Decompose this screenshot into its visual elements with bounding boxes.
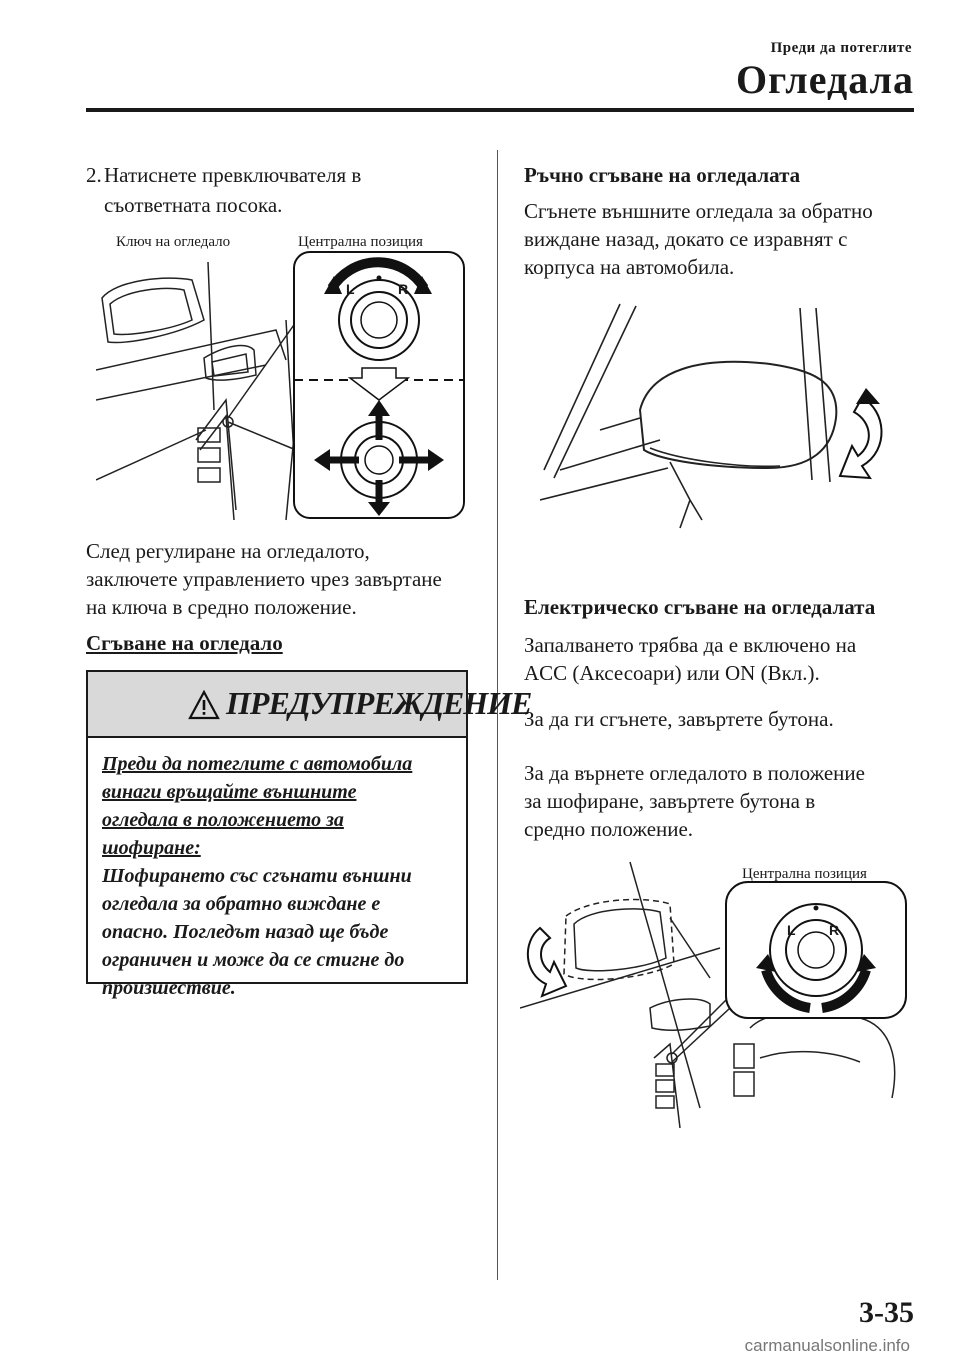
after-text-line-1: След регулиране на огледалото, [86,539,370,563]
manual-line-2: виждане назад, докато се изравнят с [524,227,848,251]
warning-underlined-line: Преди да потеглите с автомобила [102,753,413,775]
warning-underlined-line: винаги връщайте външните [102,781,357,803]
header-rule [86,108,914,112]
after-text-line-3: на ключа в средно положение. [86,595,357,619]
electric-p3-line-2: за шофиране, завъртете бутона в [524,789,816,813]
page-number: 3-35 [859,1296,914,1329]
fig3-label-center: Централна позиция [742,866,867,882]
electric-p3-line-1: За да върнете огледалото в положение [524,761,865,785]
warning-body-line: огледала за обратно виждане е [102,893,381,915]
manual-fold-mirror-figure [540,300,900,560]
warning-underlined-line: шофиране: [102,837,201,859]
warning-body [102,750,458,1002]
fig1-knob-right-letter: R [398,281,409,297]
warning-body-line: Шофирането със сгънати външни [102,865,412,887]
fig3-knob-right-letter: R [829,922,840,938]
section-title: Огледала [736,57,914,102]
warning-header [88,672,532,738]
fig1-label-key: Ключ на огледало [116,234,231,250]
electric-p3-line-3: средно положение. [524,817,694,841]
electric-p1-line-1: Запалването трябва да е включено на [524,633,857,657]
step-number: 2. [86,163,102,187]
watermark: carmanualsonline.info [744,1336,910,1355]
step-text: Натиснете превключвателя в съответната посока. [104,163,362,217]
electric-p1-line-2: ACC (Аксесоари) или ON (Вкл.). [524,661,820,685]
warning-title: ПРЕДУПРЕЖДЕНИЕ [226,685,532,721]
folding-heading: Сгъване на огледало [86,631,283,655]
electric-folding-heading: Електрическо сгъване на огледалата [524,595,876,619]
fig3-knob-left-letter: L [787,922,796,938]
warning-body-line: произшествие. [102,977,236,999]
chapter-title: Преди да потеглите [770,40,912,56]
warning-body-line: опасно. Погледът назад ще бъде [102,921,389,943]
warning-body-line: ограничен и може да се стигне до [102,949,405,971]
after-text-line-2: заключете управлението чрез завъртане [86,567,442,591]
warning-underlined-line: огледала в положението за [102,809,344,831]
fig1-label-center: Централна позиция [298,234,423,250]
manual-line-3: корпуса на автомобила. [524,255,735,279]
warning-triangle-icon [188,690,220,720]
electric-p2: За да ги сгънете, завъртете бутона. [524,707,834,731]
manual-line-1: Сгънете външните огледала за обратно [524,199,873,223]
electric-fold-figure [520,858,912,1128]
manual-folding-heading: Ръчно сгъване на огледалата [524,163,801,187]
mirror-switch-figure [96,250,468,522]
fig1-knob-left-letter: L [346,281,355,297]
warning-box [86,670,532,999]
